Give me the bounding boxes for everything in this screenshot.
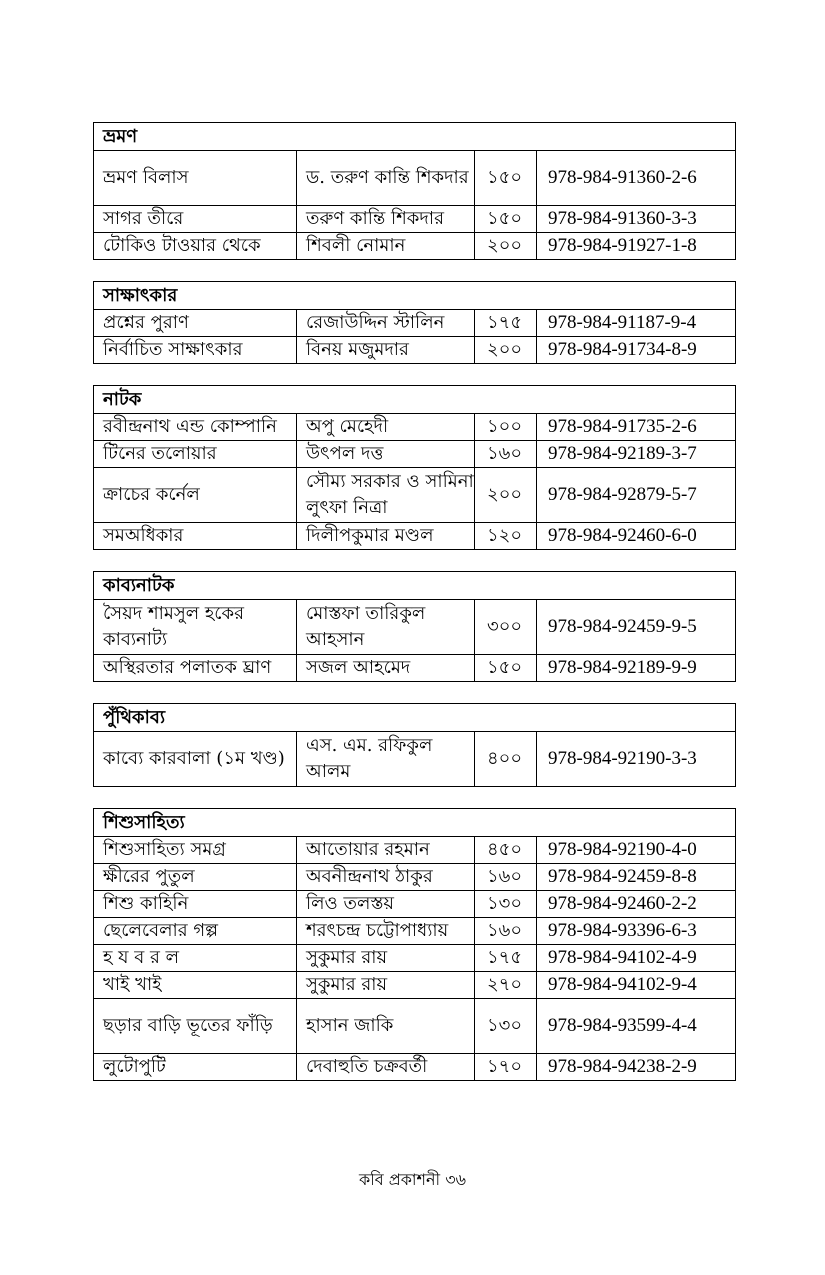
book-price: ১২০ bbox=[475, 523, 537, 550]
book-author: সৌম্য সরকার ও সামিনা লুৎফা নিত্রা bbox=[297, 468, 475, 523]
book-author: লিও তলস্তয় bbox=[297, 891, 475, 918]
book-author: উৎপল দত্ত bbox=[297, 441, 475, 468]
book-price: ২০০ bbox=[475, 337, 537, 364]
book-row bbox=[94, 999, 736, 1054]
section-gap bbox=[93, 682, 735, 703]
book-isbn: 978-984-92460-6-0 bbox=[537, 523, 736, 550]
section-gap bbox=[93, 550, 735, 571]
book-row bbox=[94, 837, 736, 864]
category-table bbox=[93, 281, 736, 364]
book-title: ক্রাচের কর্নেল bbox=[94, 468, 297, 523]
book-title: কাব্যে কারবালা (১ম খণ্ড) bbox=[94, 732, 297, 787]
book-price: ২০০ bbox=[475, 233, 537, 260]
book-price: ১৬০ bbox=[475, 864, 537, 891]
book-author: আতোয়ার রহমান bbox=[297, 837, 475, 864]
book-title: সাগর তীরে bbox=[94, 206, 297, 233]
book-price: ৪৫০ bbox=[475, 837, 537, 864]
book-row bbox=[94, 310, 736, 337]
book-title: নির্বাচিত সাক্ষাৎকার bbox=[94, 337, 297, 364]
book-title: সমঅধিকার bbox=[94, 523, 297, 550]
book-row bbox=[94, 468, 736, 523]
book-row bbox=[94, 414, 736, 441]
book-author: এস. এম. রফিকুল আলম bbox=[297, 732, 475, 787]
book-row bbox=[94, 523, 736, 550]
book-isbn: 978-984-92189-3-7 bbox=[537, 441, 736, 468]
book-isbn: 978-984-92190-3-3 bbox=[537, 732, 736, 787]
book-price: ১৫০ bbox=[475, 655, 537, 682]
book-title: রবীন্দ্রনাথ এন্ড কোম্পানি bbox=[94, 414, 297, 441]
book-isbn: 978-984-94238-2-9 bbox=[537, 1054, 736, 1081]
book-author: রেজাউদ্দিন স্টালিন bbox=[297, 310, 475, 337]
book-row bbox=[94, 918, 736, 945]
book-author: অপু মেহেদী bbox=[297, 414, 475, 441]
book-title: অস্থিরতার পলাতক ঘ্রাণ bbox=[94, 655, 297, 682]
book-price: ৪০০ bbox=[475, 732, 537, 787]
book-row bbox=[94, 945, 736, 972]
category-heading: নাটক bbox=[94, 386, 736, 414]
book-price: ১৫০ bbox=[475, 151, 537, 206]
book-isbn: 978-984-92879-5-7 bbox=[537, 468, 736, 523]
book-row bbox=[94, 441, 736, 468]
book-isbn: 978-984-91360-3-3 bbox=[537, 206, 736, 233]
book-row bbox=[94, 337, 736, 364]
book-row bbox=[94, 233, 736, 260]
book-price: ১৭০ bbox=[475, 1054, 537, 1081]
book-title: ছড়ার বাড়ি ভূতের ফাঁড়ি bbox=[94, 999, 297, 1054]
category-table bbox=[93, 385, 736, 550]
book-price: ১৩০ bbox=[475, 999, 537, 1054]
book-isbn: 978-984-91735-2-6 bbox=[537, 414, 736, 441]
category-heading: ভ্রমণ bbox=[94, 123, 736, 151]
book-row bbox=[94, 206, 736, 233]
book-isbn: 978-984-91927-1-8 bbox=[537, 233, 736, 260]
book-title: খাই খাই bbox=[94, 972, 297, 999]
catalog-sections bbox=[93, 122, 735, 1081]
book-isbn: 978-984-91360-2-6 bbox=[537, 151, 736, 206]
book-author: হাসান জাকি bbox=[297, 999, 475, 1054]
book-isbn: 978-984-92460-2-2 bbox=[537, 891, 736, 918]
book-price: ১৫০ bbox=[475, 206, 537, 233]
book-price: ১৬০ bbox=[475, 918, 537, 945]
book-row bbox=[94, 891, 736, 918]
book-title: শিশুসাহিত্য সমগ্র bbox=[94, 837, 297, 864]
book-price: ৩০০ bbox=[475, 600, 537, 655]
section-gap bbox=[93, 787, 735, 808]
book-price: ২৭০ bbox=[475, 972, 537, 999]
book-author: শরৎচন্দ্র চট্টোপাধ্যায় bbox=[297, 918, 475, 945]
book-isbn: 978-984-92190-4-0 bbox=[537, 837, 736, 864]
category-table bbox=[93, 703, 736, 787]
book-price: ১৭৫ bbox=[475, 945, 537, 972]
book-author: শিবলী নোমান bbox=[297, 233, 475, 260]
book-title: শিশু কাহিনি bbox=[94, 891, 297, 918]
book-title: ভ্রমণ বিলাস bbox=[94, 151, 297, 206]
book-row bbox=[94, 1054, 736, 1081]
book-title: সৈয়দ শামসুল হকের কাব্যনাট্য bbox=[94, 600, 297, 655]
book-author: দিলীপকুমার মণ্ডল bbox=[297, 523, 475, 550]
category-heading: পুঁথিকাব্য bbox=[94, 704, 736, 732]
book-row bbox=[94, 600, 736, 655]
book-title: প্রশ্নের পুরাণ bbox=[94, 310, 297, 337]
book-author: দেবাহুতি চক্রবর্তী bbox=[297, 1054, 475, 1081]
category-table bbox=[93, 571, 736, 682]
book-isbn: 978-984-92459-9-5 bbox=[537, 600, 736, 655]
category-heading: সাক্ষাৎকার bbox=[94, 282, 736, 310]
book-row bbox=[94, 151, 736, 206]
book-author: বিনয় মজুমদার bbox=[297, 337, 475, 364]
book-isbn: 978-984-94102-9-4 bbox=[537, 972, 736, 999]
book-isbn: 978-984-93599-4-4 bbox=[537, 999, 736, 1054]
book-price: ১৭৫ bbox=[475, 310, 537, 337]
book-price: ২০০ bbox=[475, 468, 537, 523]
category-table bbox=[93, 122, 736, 260]
page-footer: কবি প্রকাশনী ৩৬ bbox=[358, 1170, 467, 1189]
section-gap bbox=[93, 260, 735, 281]
book-author: সুকুমার রায় bbox=[297, 972, 475, 999]
book-row bbox=[94, 864, 736, 891]
book-isbn: 978-984-94102-4-9 bbox=[537, 945, 736, 972]
category-heading: শিশুসাহিত্য bbox=[94, 809, 736, 837]
book-author: সুকুমার রায় bbox=[297, 945, 475, 972]
book-row bbox=[94, 655, 736, 682]
book-price: ১৩০ bbox=[475, 891, 537, 918]
book-isbn: 978-984-93396-6-3 bbox=[537, 918, 736, 945]
category-heading: কাব্যনাটক bbox=[94, 572, 736, 600]
category-table bbox=[93, 808, 736, 1081]
book-row bbox=[94, 972, 736, 999]
book-price: ১৬০ bbox=[475, 441, 537, 468]
book-author: তরুণ কান্তি শিকদার bbox=[297, 206, 475, 233]
book-author: অবনীন্দ্রনাথ ঠাকুর bbox=[297, 864, 475, 891]
book-author: সজল আহমেদ bbox=[297, 655, 475, 682]
section-gap bbox=[93, 364, 735, 385]
book-title: লুটোপুটি bbox=[94, 1054, 297, 1081]
book-price: ১০০ bbox=[475, 414, 537, 441]
book-isbn: 978-984-91734-8-9 bbox=[537, 337, 736, 364]
book-isbn: 978-984-92189-9-9 bbox=[537, 655, 736, 682]
book-title: হ য ব র ল bbox=[94, 945, 297, 972]
book-title: ছেলেবেলার গল্প bbox=[94, 918, 297, 945]
book-title: ক্ষীরের পুতুল bbox=[94, 864, 297, 891]
book-isbn: 978-984-91187-9-4 bbox=[537, 310, 736, 337]
book-author: ড. তরুণ কান্তি শিকদার bbox=[297, 151, 475, 206]
book-title: টোকিও টাওয়ার থেকে bbox=[94, 233, 297, 260]
book-row bbox=[94, 732, 736, 787]
book-isbn: 978-984-92459-8-8 bbox=[537, 864, 736, 891]
book-author: মোস্তফা তারিকুল আহসান bbox=[297, 600, 475, 655]
book-title: টিনের তলোয়ার bbox=[94, 441, 297, 468]
